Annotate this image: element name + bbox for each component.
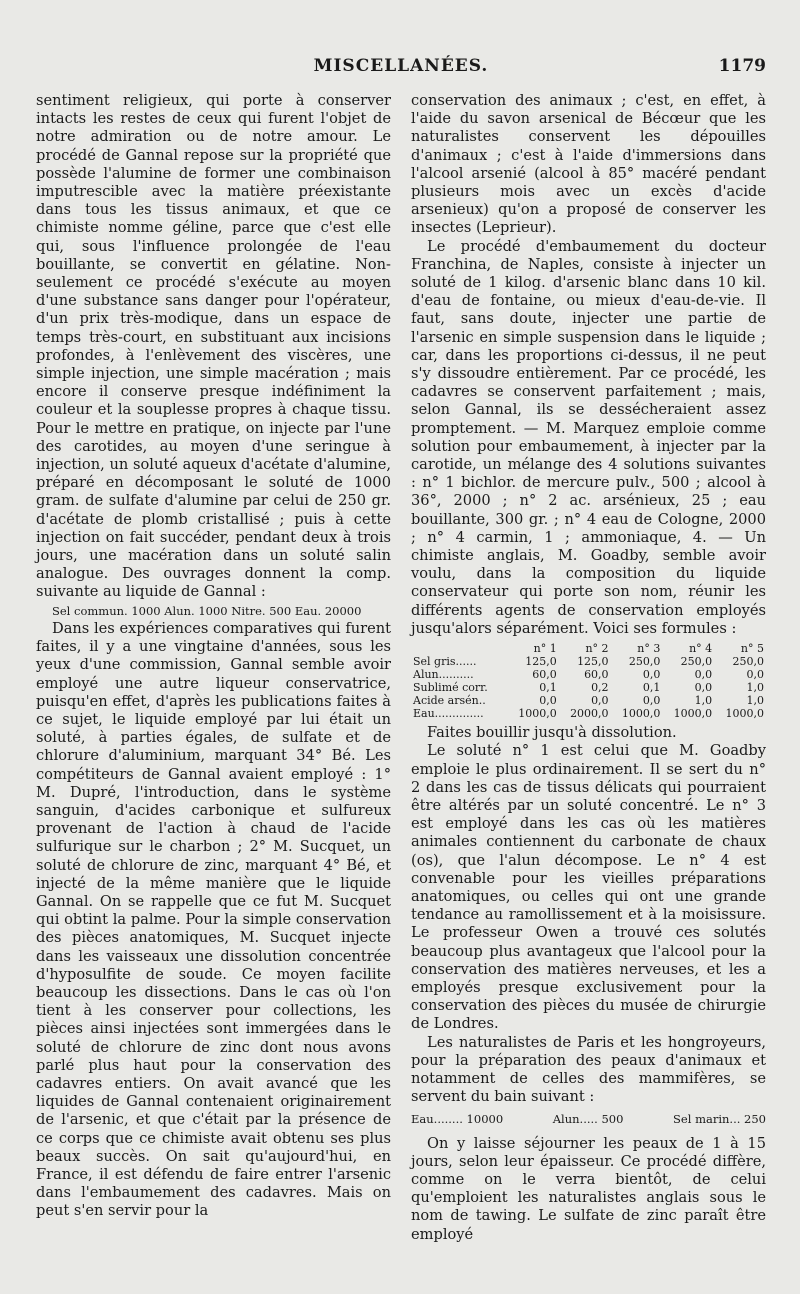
column-header: n° 3 bbox=[637, 642, 661, 656]
table-cell: 0,1 bbox=[539, 681, 557, 695]
paragraph: Le procédé d'embaumement du docteur Franchina, de Naples, consiste à injecter un soluté de 1 kilog. d'arsenic blanc dans 10 kil. d'eau de fontaine, ou mieux d'eau-de-vie. Il faut, sans doute, injecter une partie de l'arsenic en simple suspension dans le liquide ; car, dans les proportions ci-dessus, il ne peut s'y dissoudre entièrement. Par ce procédé, les cadavres se conservent parfaitement ; mais, selon Gannal, ils se dessécheraient assez promptement. — M. Marquez emploie comme solution pour embaumement, à injecter par la carotide, un mélange des 4 solutions suivantes : n° 1 bichlor. de mercure pulv., 500 ; alcool à 36°, 2000 ; n° 2 ac. arsénieux, 25 ; eau bouillante, 300 gr. ; n° 4 eau de Cologne, 2000 ; n° 4 carmin, 1 ; ammoniaque, 4. — Un chimiste anglais, M. Goadby, semble avoir voulu, dans la composition du liquide conservateur qui porte son nom, réunir les différents agents de conservation employés jusqu'alors séparément. Voici ses formules : bbox=[411, 237, 766, 637]
bath-ingredient: Eau........ 10000 bbox=[411, 1112, 504, 1127]
paragraph: sentiment religieux, qui porte à conserver intacts les restes de ceux qui furent l'objet de notre admiration ou de notre amour. Le procédé de Gannal repose sur la propriété que possède l'alumine de former une combinaison imputrescible avec la matière préexistante dans tous les tissus animaux, et que ce chimiste nomme géline, parce que c'est elle qui, sous l'influence prolongée de l'eau bouillante, se convertit en gélatine. Non-seulement ce procédé s'exécute au moyen d'une substance sans danger pour l'opérateur, d'un prix très-modique, dans un espace de temps très-court, en substituant aux incisions profondes, à l'enlèvement des viscères, une simple injection, une simple macération ; mais encore il conserve presque indéfiniment la couleur et la souplesse propres à chaque tissu. Pour le mettre en pratique, on injecte par l'une des carotides, au moyen d'une seringue à injection, un soluté aqueux d'acétate d'alumine, préparé en décomposant le soluté de 1000 gram. de sulfate d'alumine par celui de 250 gr. d'acétate de plomb cristallisé ; puis à cette injection on fait succéder, pendant deux à trois jours, une macération dans un soluté salin analogue. Des ouvrages donnent la comp. suivante au liquide de Gannal : bbox=[36, 92, 391, 601]
paragraph: conservation des animaux ; c'est, en effet, à l'aide du savon arsenical de Bécœur que les naturalistes conservent les dépouilles d'animaux ; c'est à l'aide d'immersions dans l'alcool arsenié (alcool à 85° macéré pendant plusieurs mois avec un excès d'acide arsenieux) qu'on a proposé de conserver les insectes (Leprieur). bbox=[411, 92, 766, 237]
column-header bbox=[411, 642, 507, 655]
table-cell: 1000,0 bbox=[673, 707, 713, 721]
right-column bbox=[411, 92, 766, 1244]
table-row bbox=[411, 681, 766, 694]
table-cell: 0,0 bbox=[539, 694, 557, 708]
table-cell: 250,0 bbox=[680, 655, 713, 669]
bath-formula bbox=[411, 1110, 766, 1128]
row-label: Alun.......... bbox=[413, 668, 474, 682]
table-cell: 1,0 bbox=[746, 681, 764, 695]
table-cell: 0,0 bbox=[694, 668, 713, 682]
table-cell: 0,0 bbox=[642, 694, 661, 708]
column-header: n° 4 bbox=[689, 642, 713, 656]
column-header: n° 2 bbox=[585, 642, 609, 656]
bath-ingredient: Sel marin... 250 bbox=[673, 1112, 766, 1127]
table-cell: 60,0 bbox=[532, 668, 557, 682]
gannal-formula: Sel commun. 1000 Alun. 1000 Nitre. 500 Eau. 20000 bbox=[52, 603, 362, 618]
row-label: Sublimé corr. bbox=[413, 681, 488, 695]
table-header-row bbox=[411, 642, 766, 655]
paragraph: Les naturalistes de Paris et les hongroyeurs, pour la préparation des peaux d'animaux et notamment de celles des mammifères, se servent du bain suivant : bbox=[411, 1033, 766, 1106]
table-row bbox=[411, 655, 766, 668]
table-row bbox=[411, 694, 766, 707]
table-cell: 0,1 bbox=[642, 681, 661, 695]
table-cell: 60,0 bbox=[584, 668, 609, 682]
table-cell: 125,0 bbox=[525, 655, 557, 669]
paragraph: Faites bouillir jusqu'à dissolution. bbox=[427, 724, 677, 742]
running-title: MISCELLANÉES. bbox=[313, 56, 489, 76]
table-cell: 0,0 bbox=[694, 681, 713, 695]
table-cell: 250,0 bbox=[732, 655, 764, 669]
table-cell: 1000,0 bbox=[725, 707, 764, 721]
paragraph: Le soluté n° 1 est celui que M. Goadby emploie le plus ordinairement. Il se sert du n° 2 dans les cas de tissus délicats qui pourraient être altérés par un soluté concentré. Le n° 3 est employé dans les cas où les matières animales contiennent du carbonate de chaux (os), que l'alun décompose. Le n° 4 est convenable pour les vieilles préparations anatomiques, ou celles qui ont une grande tendance au ramollissement et à la moisissure. Le professeur Owen a trouvé ces solutés beaucoup plus avantageux que l'alcool pour la conservation des matières nerveuses, et les a employés presque exclusivement pour la conservation des pièces du musée de chirurgie de Londres. bbox=[411, 742, 766, 1033]
column-header: n° 5 bbox=[740, 642, 764, 656]
table-row bbox=[411, 668, 766, 681]
paragraph: On y laisse séjourner les peaux de 1 à 15 jours, selon leur épaisseur. Ce procédé diffère, comme on le verra bientôt, de celui qu'emploient les naturalistes anglais sous le nom de tawing. Le sulfate de zinc paraît être employé bbox=[411, 1134, 766, 1243]
row-label: Eau.............. bbox=[413, 707, 484, 721]
table-cell: 125,0 bbox=[577, 655, 609, 669]
table-cell: 0,2 bbox=[591, 681, 609, 695]
text-columns bbox=[36, 92, 766, 1244]
table-cell: 250,0 bbox=[628, 655, 661, 669]
row-label: Acide arsén.. bbox=[413, 694, 486, 708]
table-cell: 2000,0 bbox=[570, 707, 609, 721]
table-row bbox=[411, 707, 766, 720]
table-cell: 1000,0 bbox=[621, 707, 661, 721]
bath-ingredient: Alun..... 500 bbox=[552, 1112, 624, 1127]
page-header bbox=[36, 56, 766, 86]
table-cell: 0,0 bbox=[591, 694, 609, 708]
column-header: n° 1 bbox=[533, 642, 557, 656]
left-column bbox=[36, 92, 391, 1244]
goadby-formulas-table bbox=[411, 642, 766, 720]
page-number: 1179 bbox=[718, 56, 766, 76]
table-cell: 1,0 bbox=[694, 694, 713, 708]
table-cell: 0,0 bbox=[746, 668, 764, 682]
table-cell: 1,0 bbox=[746, 694, 764, 708]
row-label: Sel gris...... bbox=[413, 655, 477, 669]
table-cell: 1000,0 bbox=[518, 707, 557, 721]
paragraph: Dans les expériences comparatives qui furent faites, il y a une vingtaine d'années, sous les yeux d'une commission, Gannal semble avoir employé une autre liqueur conservatrice, puisqu'en effet, d'après les publications faites à ce sujet, le liquide employé par lui était un soluté, à parties égales, de sulfate et de chlorure d'aluminium, marquant 34° Bé. Les compétiteurs de Gannal avaient employé : 1° M. Dupré, l'introduction, dans le système sanguin, d'acides carbonique et sulfureux provenant de l'action à chaud de l'acide sulfurique sur le charbon ; 2° M. Sucquet, un soluté de chlorure de zinc, marquant 4° Bé, et injecté de la même manière que le liquide Gannal. On se rappelle que ce fut M. Sucquet qui obtint la palme. Pour la simple conservation des pièces anatomiques, M. Sucquet injecte dans les vaisseaux une dissolution concentrée d'hyposulfite de soude. Ce moyen facilite beaucoup les dissections. Dans le cas où l'on tient à les conserver pour collections, les pièces ainsi injectées sont immergées dans le soluté de chlorure de zinc dont nous avons parlé plus haut pour la conservation des cadavres entiers. On avait avancé que les liquides de Gannal contenaient originairement de l'arsenic, et que c'était par la présence de ce corps que ce chimiste avait obtenu ses plus beaux succès. On sait qu'aujourd'hui, en France, il est défendu de faire entrer l'arsenic dans l'embaumement des cadavres. Mais on peut s'en servir pour la bbox=[36, 619, 391, 1220]
table-cell: 0,0 bbox=[642, 668, 661, 682]
